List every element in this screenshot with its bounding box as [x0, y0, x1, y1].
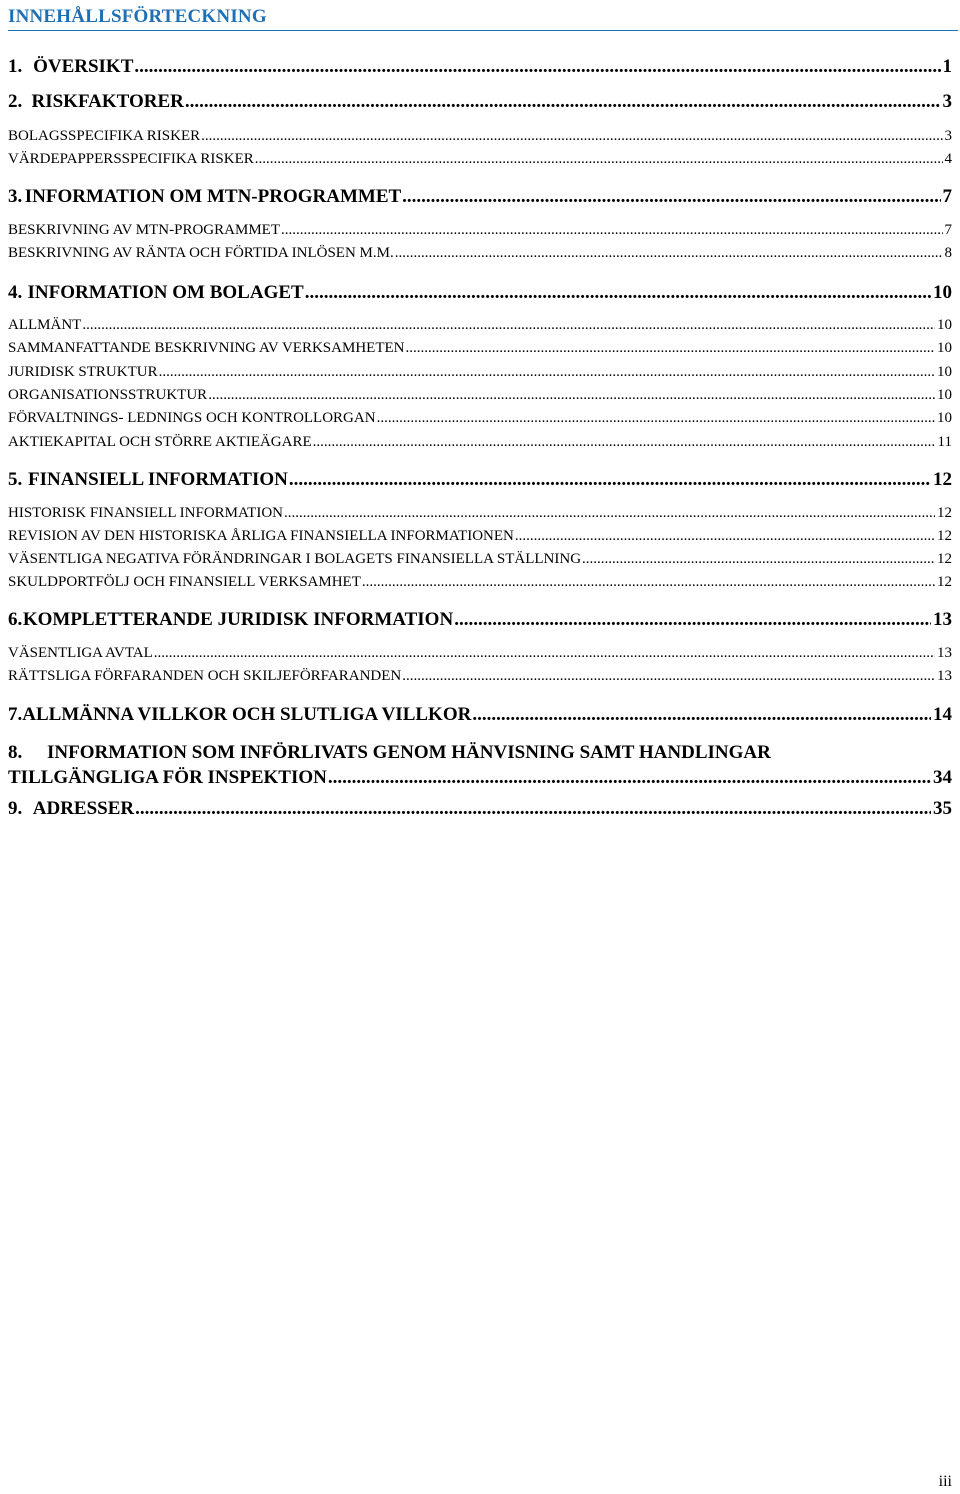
- toc-entry-page: 1: [942, 56, 952, 77]
- dot-leader: [395, 245, 943, 262]
- dot-leader: [82, 317, 935, 334]
- dot-leader: [515, 528, 935, 545]
- toc-entry-page: 14: [933, 704, 952, 725]
- toc-entry-title: SAMMANFATTANDE BESKRIVNING AV VERKSAMHETEN: [8, 340, 405, 356]
- toc-entry-title: HISTORISK FINANSIELL INFORMATION: [8, 505, 284, 521]
- toc-subentry[interactable]: [8, 222, 952, 239]
- toc-entry-number: 9.: [8, 798, 23, 819]
- toc-subentry[interactable]: [8, 340, 952, 357]
- toc-entry-page: 12: [937, 505, 952, 521]
- toc-entry-page: 35: [933, 798, 952, 819]
- dot-leader: [159, 364, 935, 381]
- toc-entry-title: INFORMATION OM BOLAGET: [27, 282, 304, 303]
- toc-entry-title: AKTIEKAPITAL OCH STÖRRE AKTIEÄGARE: [8, 434, 312, 450]
- dot-leader: [281, 222, 943, 239]
- toc-subentry[interactable]: [8, 410, 952, 427]
- toc-subentry[interactable]: [8, 151, 952, 168]
- toc-entry-page: 10: [937, 317, 952, 333]
- toc-subentry[interactable]: [8, 528, 952, 545]
- toc-entry-title: FINANSIELL INFORMATION: [27, 469, 288, 490]
- toc-entry-page: 3: [942, 91, 952, 112]
- toc-entry-page: 10: [933, 282, 952, 303]
- dot-leader: [313, 434, 936, 451]
- toc-entry-title: REVISION AV DEN HISTORISKA ÅRLIGA FINANSIELLA INFORMATIONEN: [8, 528, 514, 544]
- toc-entry[interactable]: [8, 704, 952, 726]
- toc-entry-title: BOLAGSSPECIFIKA RISKER: [8, 128, 201, 144]
- toc-subentry[interactable]: [8, 668, 952, 685]
- dot-leader: [135, 798, 931, 820]
- dot-leader: [402, 668, 935, 685]
- dot-leader: [582, 551, 935, 568]
- toc-entry-page: 10: [937, 364, 952, 380]
- toc-subentry[interactable]: [8, 645, 952, 662]
- toc-entry-title: KOMPLETTERANDE JURIDISK INFORMATION: [22, 609, 454, 630]
- toc-entry-number: 3.: [8, 186, 23, 207]
- dot-leader: [284, 505, 935, 522]
- toc-entry-title-continued: TILLGÄNGLIGA FÖR INSPEKTION: [8, 767, 327, 788]
- dot-leader: [328, 765, 931, 790]
- dot-leader: [134, 56, 940, 78]
- toc-entry-page: 12: [933, 469, 952, 490]
- toc-entry-page: 10: [937, 340, 952, 356]
- page-number: iii: [938, 1473, 952, 1490]
- dot-leader: [305, 282, 931, 304]
- toc-subentry[interactable]: [8, 574, 952, 591]
- toc-entry[interactable]: [8, 186, 952, 208]
- toc-entry-title: VÄSENTLIGA AVTAL: [8, 645, 153, 661]
- toc-subentry[interactable]: [8, 551, 952, 568]
- toc-entry-title: ÖVERSIKT: [33, 56, 134, 77]
- dot-leader: [289, 469, 931, 491]
- toc-entry-page: 10: [937, 387, 952, 403]
- toc-entry-title: ORGANISATIONSSTRUKTUR: [8, 387, 208, 403]
- toc-entry-page: 13: [937, 668, 952, 684]
- toc-subentry[interactable]: [8, 128, 952, 145]
- toc-entry-page: 13: [937, 645, 952, 661]
- toc-entry-number: 7.: [8, 704, 23, 725]
- toc-subentry[interactable]: [8, 387, 952, 404]
- toc-entry-title: RÄTTSLIGA FÖRFARANDEN OCH SKILJEFÖRFARANDEN: [8, 668, 402, 684]
- toc-entry-number: 1.: [8, 56, 23, 77]
- dot-leader: [472, 704, 931, 726]
- toc-subentry[interactable]: [8, 245, 952, 262]
- dot-leader: [405, 340, 935, 357]
- toc-entry[interactable]: [8, 469, 952, 491]
- toc-entry-number: 6.: [8, 609, 23, 630]
- toc-entry-title: JURIDISK STRUKTUR: [8, 364, 158, 380]
- dot-leader: [362, 574, 935, 591]
- toc-entry[interactable]: [8, 91, 952, 113]
- toc-entry-page: 7: [942, 186, 952, 207]
- toc-entry-page: 4: [944, 151, 952, 167]
- dot-leader: [402, 186, 940, 208]
- toc-entry-title: SKULDPORTFÖLJ OCH FINANSIELL VERKSAMHET: [8, 574, 361, 590]
- toc-subentry[interactable]: [8, 434, 952, 451]
- toc-entry-number: 5.: [8, 469, 23, 490]
- toc-entry-number: 4.: [8, 282, 23, 303]
- toc-entry-page: 12: [937, 574, 952, 590]
- toc-entry-title: ALLMÄNNA VILLKOR OCH SLUTLIGA VILLKOR: [22, 704, 472, 725]
- toc-entry-page: 11: [937, 434, 952, 450]
- toc-entry-page: 8: [944, 245, 952, 261]
- toc-entry-page: 3: [944, 128, 952, 144]
- toc-subentry[interactable]: [8, 317, 952, 334]
- toc-entry-title: BESKRIVNING AV RÄNTA OCH FÖRTIDA INLÖSEN M.M.: [8, 245, 394, 261]
- toc-entry-page: 12: [937, 551, 952, 567]
- toc-entry-title: INFORMATION SOM INFÖRLIVATS GENOM HÄNVISNING SAMT HANDLINGAR: [47, 742, 771, 763]
- toc-entry-title: BESKRIVNING AV MTN-PROGRAMMET: [8, 222, 280, 238]
- toc-entry[interactable]: [8, 609, 952, 631]
- toc-entry-page: 34: [933, 767, 952, 788]
- toc-entry[interactable]: [8, 56, 952, 78]
- toc-entry-page: 12: [937, 528, 952, 544]
- toc-entry-title: RISKFAKTORER: [31, 91, 184, 112]
- toc-entry[interactable]: [8, 740, 952, 790]
- dot-leader: [454, 609, 931, 631]
- dot-leader: [377, 410, 935, 427]
- toc-entry-title: VÄRDEPAPPERSSPECIFIKA RISKER: [8, 151, 254, 167]
- toc-entry-page: 7: [944, 222, 952, 238]
- dot-leader: [154, 645, 935, 662]
- toc-entry-title: FÖRVALTNINGS- LEDNINGS OCH KONTROLLORGAN: [8, 410, 376, 426]
- toc-entry-title: ALLMÄNT: [8, 317, 82, 333]
- toc-entry-title: ADRESSER: [32, 798, 135, 819]
- toc-entry-page: 10: [937, 410, 952, 426]
- dot-leader: [208, 387, 935, 404]
- toc-heading: INNEHÅLLSFÖRTECKNING: [8, 6, 958, 31]
- toc-entry-page: 13: [933, 609, 952, 630]
- dot-leader: [185, 91, 941, 113]
- toc-subentry[interactable]: [8, 364, 952, 381]
- toc-entry[interactable]: [8, 798, 952, 820]
- toc-entry-title: INFORMATION OM MTN-PROGRAMMET: [24, 186, 402, 207]
- dot-leader: [201, 128, 942, 145]
- dot-leader: [255, 151, 943, 168]
- toc-subentry[interactable]: [8, 505, 952, 522]
- toc-entry[interactable]: [8, 282, 952, 304]
- toc-entry-title: VÄSENTLIGA NEGATIVA FÖRÄNDRINGAR I BOLAGETS FINANSIELLA STÄLLNING: [8, 551, 582, 567]
- toc-entry-number: 2.: [8, 91, 23, 112]
- toc-entry-number: 8.: [8, 742, 23, 763]
